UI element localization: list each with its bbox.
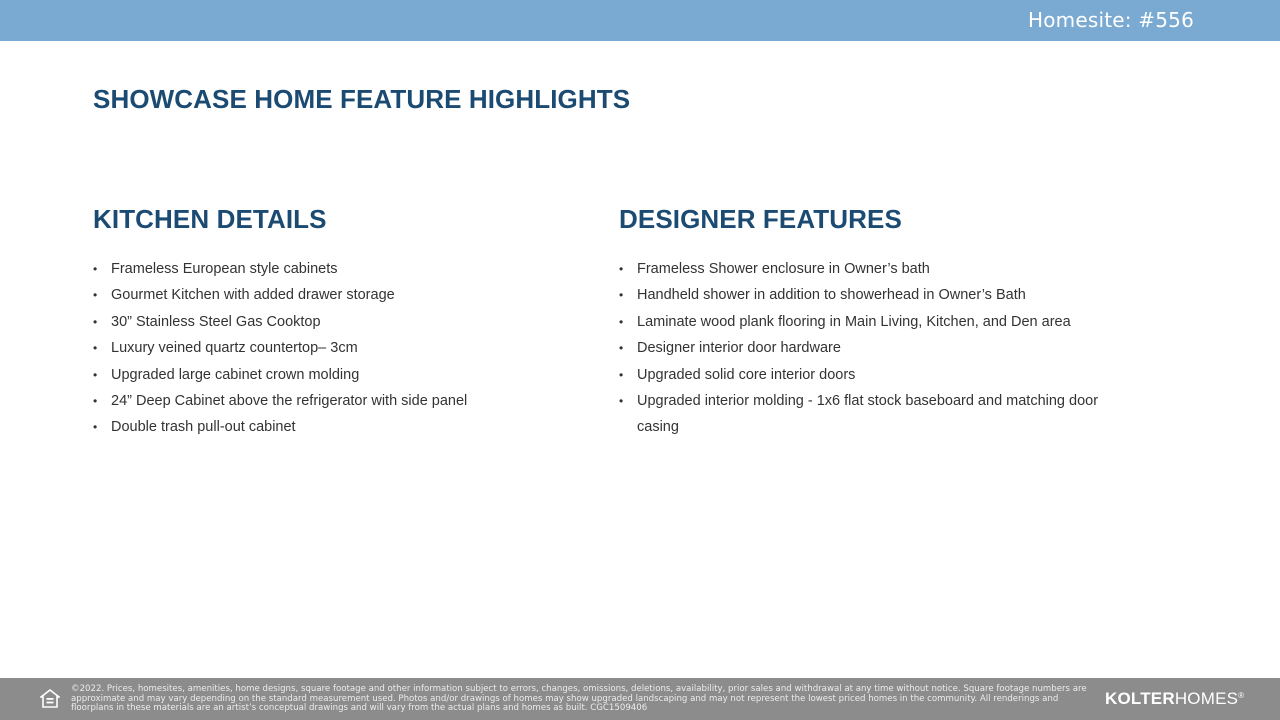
- designer-feature-list: [619, 256, 1119, 441]
- bullet-icon: •: [93, 288, 98, 303]
- list-item-text: Gourmet Kitchen with added drawer storage: [111, 287, 395, 304]
- list-item: [619, 256, 1119, 282]
- list-item-text: 24” Deep Cabinet above the refrigerator with side panel: [111, 393, 468, 410]
- bullet-icon: •: [93, 420, 98, 435]
- kolter-homes-logo: [1105, 689, 1244, 709]
- logo-text-regular: HOMES: [1174, 689, 1239, 708]
- header-band: [0, 0, 1280, 41]
- list-item: [93, 256, 573, 282]
- list-item-text: Upgraded solid core interior doors: [637, 366, 856, 383]
- list-item-text: Upgraded interior molding - 1x6 flat stock baseboard and matching door casing: [637, 393, 1099, 436]
- kitchen-details-section: [93, 204, 573, 441]
- footer-band: [0, 678, 1280, 720]
- equal-housing-opportunity-icon: [40, 689, 60, 709]
- list-item: [93, 388, 573, 414]
- list-item: [619, 335, 1119, 361]
- list-item: [93, 414, 573, 440]
- list-item-text: Luxury veined quartz countertop– 3cm: [111, 340, 358, 357]
- list-item: [93, 282, 573, 308]
- list-item: [619, 282, 1119, 308]
- bullet-icon: •: [93, 341, 98, 356]
- designer-features-section: [619, 204, 1119, 441]
- bullet-icon: •: [93, 314, 98, 329]
- list-item-text: 30” Stainless Steel Gas Cooktop: [111, 313, 321, 330]
- legal-disclaimer: ©2022. Prices, homesites, amenities, home designs, square footage and other information subject to errors, changes, omissions, deletions, availability, prior sales and withdrawal at any time without notice. Square footage numbers are approximate and may vary depending on the standard measurement used. Photos and/or drawings of homes may show upgraded landscaping and may not represent the lowest priced homes in the community. All renderings and floorplans in these materials are an artist’s conceptual drawings and will vary from the actual plans and homes as built. CGC1509406: [71, 684, 1087, 714]
- kitchen-feature-list: [93, 256, 573, 441]
- list-item-text: Double trash pull-out cabinet: [111, 419, 296, 436]
- list-item: [619, 362, 1119, 388]
- bullet-icon: •: [93, 394, 98, 409]
- bullet-icon: •: [93, 367, 98, 382]
- list-item-text: Handheld shower in addition to showerhead in Owner’s Bath: [637, 287, 1026, 304]
- list-item-text: Frameless European style cabinets: [111, 261, 338, 277]
- registered-mark: ®: [1238, 691, 1245, 700]
- logo-text-bold: KOLTER: [1105, 689, 1175, 708]
- bullet-icon: •: [619, 314, 624, 329]
- bullet-icon: •: [93, 262, 98, 276]
- bullet-icon: •: [619, 288, 624, 303]
- list-item: [93, 362, 573, 388]
- list-item-text: Designer interior door hardware: [637, 340, 841, 357]
- list-item: [93, 309, 573, 335]
- list-item-text: Frameless Shower enclosure in Owner’s bath: [637, 261, 930, 277]
- page-title: SHOWCASE HOME FEATURE HIGHLIGHTS: [93, 84, 631, 114]
- list-item-text: Laminate wood plank flooring in Main Living, Kitchen, and Den area: [637, 313, 1071, 330]
- section-heading-kitchen: KITCHEN DETAILS: [93, 204, 327, 234]
- list-item-text: Upgraded large cabinet crown molding: [111, 366, 360, 383]
- list-item: [619, 309, 1119, 335]
- homesite-label: Homesite: #556: [1027, 8, 1194, 32]
- list-item: [93, 335, 573, 361]
- bullet-icon: •: [619, 262, 624, 276]
- bullet-icon: •: [619, 367, 624, 382]
- list-item: [619, 388, 1119, 441]
- section-heading-designer: DESIGNER FEATURES: [619, 204, 902, 234]
- bullet-icon: •: [619, 394, 624, 409]
- bullet-icon: •: [619, 341, 624, 356]
